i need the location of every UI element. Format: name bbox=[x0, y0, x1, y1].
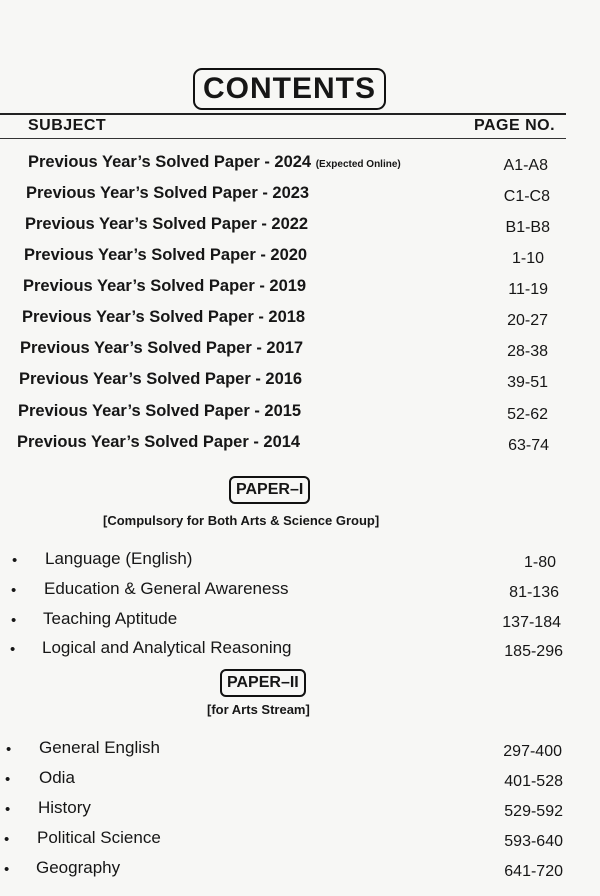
paper2-note: [for Arts Stream] bbox=[207, 702, 310, 717]
solved-paper-pages: 20-27 bbox=[507, 312, 548, 329]
paper1-heading: PAPER–I bbox=[229, 476, 310, 504]
paper2-pages: 297-400 bbox=[503, 743, 562, 760]
bullet-icon: • bbox=[5, 801, 11, 818]
solved-paper-entry: Previous Year’s Solved Paper - 2017 bbox=[20, 339, 304, 357]
solved-paper-entry: Previous Year’s Solved Paper - 2018 bbox=[22, 308, 306, 326]
solved-paper-pages: 63-74 bbox=[508, 437, 549, 454]
header-bottom-rule bbox=[0, 138, 566, 139]
solved-paper-pages: 11-19 bbox=[508, 281, 548, 298]
paper1-pages: 137-184 bbox=[502, 614, 561, 631]
bullet-icon: • bbox=[11, 612, 17, 629]
paper1-pages: 185-296 bbox=[504, 643, 563, 660]
solved-paper-pages: 28-38 bbox=[507, 343, 548, 360]
solved-paper-pages: C1-C8 bbox=[503, 188, 550, 205]
paper2-subject: General English bbox=[39, 738, 160, 757]
paper1-note: [Compulsory for Both Arts & Science Group] bbox=[103, 513, 380, 528]
paper1-subject: Logical and Analytical Reasoning bbox=[42, 638, 292, 657]
solved-paper-entry: Previous Year’s Solved Paper - 2015 bbox=[18, 402, 302, 420]
subject-column-header: SUBJECT bbox=[28, 117, 107, 134]
solved-paper-entry: Previous Year’s Solved Paper - 2014 bbox=[17, 433, 301, 451]
contents-title: CONTENTS bbox=[193, 68, 386, 110]
solved-paper-entry: Previous Year’s Solved Paper - 2020 bbox=[24, 246, 308, 264]
solved-paper-entry: Previous Year’s Solved Paper - 2023 bbox=[26, 184, 310, 202]
paper1-pages: 1-80 bbox=[523, 554, 556, 571]
paper2-pages: 401-528 bbox=[504, 773, 563, 790]
paper1-subject: Language (English) bbox=[45, 549, 193, 568]
solved-paper-pages: B1-B8 bbox=[505, 219, 550, 236]
paper2-pages: 529-592 bbox=[504, 803, 563, 820]
paper2-subject: Political Science bbox=[37, 828, 161, 847]
bullet-icon: • bbox=[6, 741, 12, 758]
solved-paper-pages: A1-A8 bbox=[503, 157, 548, 174]
solved-paper-pages: 39-51 bbox=[507, 374, 548, 391]
bullet-icon: • bbox=[11, 582, 17, 599]
paper1-pages: 81-136 bbox=[509, 584, 559, 601]
bullet-icon: • bbox=[4, 861, 10, 878]
solved-paper-pages: 1-10 bbox=[511, 250, 544, 267]
bullet-icon: • bbox=[10, 641, 16, 658]
paper1-subject: Education & General Awareness bbox=[44, 579, 289, 598]
solved-paper-label: Previous Year’s Solved Paper - 2024 bbox=[28, 153, 312, 171]
paper2-subject: Odia bbox=[39, 768, 75, 787]
paper2-subject: Geography bbox=[36, 858, 121, 877]
header-top-rule bbox=[0, 113, 566, 115]
solved-paper-entry: Previous Year’s Solved Paper - 2019 bbox=[23, 277, 307, 295]
bullet-icon: • bbox=[5, 771, 11, 788]
page-column-header: PAGE NO. bbox=[474, 117, 556, 134]
paper2-subject: History bbox=[38, 798, 91, 817]
paper2-heading: PAPER–II bbox=[220, 669, 306, 697]
paper2-pages: 641-720 bbox=[504, 863, 563, 880]
paper2-pages: 593-640 bbox=[504, 833, 563, 850]
solved-paper-entry: Previous Year’s Solved Paper - 2016 bbox=[19, 370, 303, 388]
solved-paper-note: (Expected Online) bbox=[315, 159, 401, 170]
solved-paper-entry bbox=[28, 153, 401, 172]
bullet-icon: • bbox=[4, 831, 10, 848]
solved-paper-pages: 52-62 bbox=[507, 406, 548, 423]
bullet-icon: • bbox=[12, 552, 18, 569]
solved-paper-entry: Previous Year’s Solved Paper - 2022 bbox=[25, 215, 309, 233]
paper1-subject: Teaching Aptitude bbox=[43, 609, 178, 628]
